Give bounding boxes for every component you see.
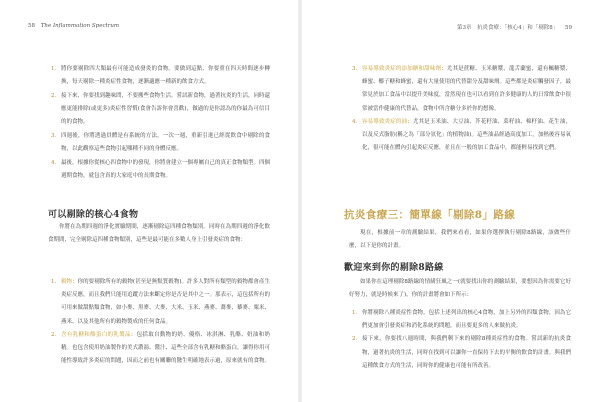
- list-item: 1. 穀物：你的要剔除所有的穀物(甚至是無麩質穀物)。許多人對所有類型的穀物都會產生炎症反應，而且我們只能用追蹤方法來斷定你是否是其中之一。那表示，這包括所有的可用來做甜點類食物，如小麥、黑麥、大麥、大米、玉米、燕麥、蕎麥、藜麥、粟米、燕米、以及其他所有的穀物製成的任何食品。: [51, 279, 271, 325]
- list-item: 2. 含有乳糖和酪蛋白的乳製品：包括取自動物的奶、優格、冰淇淋、乳酪、奶油和奶精。也包含使用奶油製作的美式濃湯、醬汁、這些全部含有乳糖和酪蛋白，讓得你用可能性導致許多炎症的問題，因而之前也有關聯的醫生明確地表示過，原來就有的食物。: [51, 331, 271, 365]
- welcome-heading: 歡迎來到你的剔除8路線: [344, 263, 444, 273]
- left-page-header: [28, 23, 119, 29]
- list-item: 1. 將你要剔除四大類最有可能造成發炎的食物。要做到這點，你要重在四天時間逐步轉換，每天剔除一種炎症性食物，逐漸適應一種新的飲食方式。: [51, 66, 270, 86]
- eliminate8-section-heading: 抗炎食療三：簡單線「剔除8」路線: [344, 209, 516, 221]
- list-item: 4. 最後，根據你從核心四食物中的發現，你將會建立一個專屬自己的真正食物類型。四個週期食物，就包含真的大家庭中的長期食物。: [51, 160, 271, 180]
- left-step-list: [48, 63, 270, 184]
- right-page-number: 59: [565, 25, 572, 31]
- list-item: 1. 你將剔除八種炎症性食物，包括上述列出的核心4食物，加上另外的四類食物，因為它們更加會引發炎症和消化系統的問題，而且要更多的人來做抗炎。: [352, 310, 571, 330]
- left-page: [0, 0, 299, 402]
- left-book-title: The Inflammation Spectrum: [40, 23, 120, 29]
- eliminate8-intro-paragraph: 現在，根據前一章的測驗結果，我們來看看，如果你選擇執行剔除8路線，該做些什麼，以下是你的計畫。: [349, 230, 571, 250]
- list-item: 4. 容易導致炎症的油：尤其是玉米油、大豆油、芥花籽油、菜籽油、棉籽油、花生油，以及反式脂肪(稱之為「部分氫化」的植物油)。這些油品經過高度加工，加熱後容易氧化，很可能在體內引起炎症反應，並且在一般的加工食品中，都能輕易找到它們。: [352, 118, 571, 152]
- list-item: 2. 接下來，你要找到趣味問，不要搬些食物生活。嘗試新食物，過著抗炎的生活，同時還應更能排除(或更多)炎症性習慣(食會告訴你會喜歡)，做過的是你認為的你最為可信目的的食物。: [51, 93, 271, 126]
- core4-food-list-continued: [349, 63, 571, 155]
- core4-intro-paragraph: 你將在為期四週的淨化實驗期間，逐漸剔除這四種食物類別。同時在為期四週的淨化飲食期間，完全剔除這四種食物類別，這些是最可能在多數人身上引發炎症的食物：: [48, 224, 270, 244]
- core4-heading: 可以剔除的核心4食物: [48, 210, 139, 220]
- right-page-header: [457, 23, 572, 31]
- left-page-number: 58: [28, 23, 35, 29]
- core4-food-list: [48, 276, 270, 368]
- list-item: 3. 容易導致炎症的添加糖和甜味劑：尤其是蔗糖、玉米糖漿、龍舌蘭蜜，還有楓糖漿、蜂蜜、椰子糖和蜂蜜，還有大量使用的代替甜分及甜味劑。這些都是炎症觸發因子，最常見於加工食品中以提升美味度，當然現在也可以看到在許多健康的人的日常飲食中很常被當作健康的代替品，食物中所含糖分多於你的想像。: [352, 66, 572, 112]
- plan-intro-paragraph: 如果你在這理剔除8路線的情緒狂風之一(就要找出你的測驗結果，要想因為你需要它好好努力，就是時候來了)，你的計畫將會如下所示：: [349, 279, 571, 299]
- list-item: 2. 接下來，你要找八週時間，與我們剩下來的剔除8種炎症性的食物。嘗試新的抗炎食物，過著抗炎的生活，同時在找到可以讓你一直保持下去的平衡的飲食的計畫。與我們這種飲食方式的生活，同時你的健康也可能有所改善。: [352, 336, 572, 369]
- list-item: 3. 四週後，你將透過員體是有系統的方法，一次一週，重新引進已經從飲食中剔除的食物，以此觀察這些食物引起哪種不同的身體反應。: [51, 133, 270, 153]
- eliminate8-step-list: [349, 307, 571, 373]
- chapter-header: 第3章 抗炎食療：「核心4」和「剔除8」: [457, 25, 559, 31]
